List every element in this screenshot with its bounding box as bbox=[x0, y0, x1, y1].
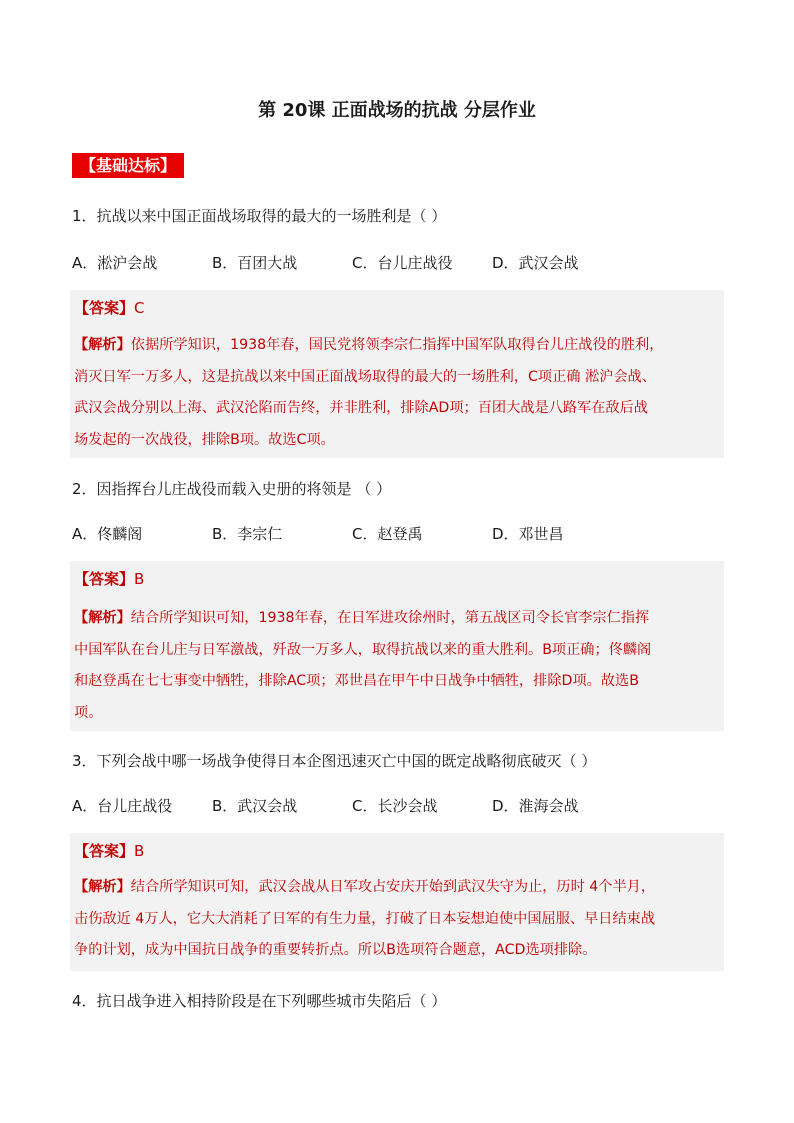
option-b: B．武汉会战 bbox=[212, 797, 298, 815]
explanation-label: 【解析】 bbox=[74, 879, 131, 895]
explanation bbox=[74, 330, 724, 456]
explanation-line: 【解析】结合所学知识可知，1938年春，在日军进攻徐州时，第五战区司令长官李宗仁指挥 bbox=[74, 610, 650, 626]
answer-line bbox=[74, 840, 144, 861]
answer-value: B bbox=[134, 842, 145, 860]
explanation-line: 项。 bbox=[74, 704, 103, 721]
section-tag: 【基础达标】 bbox=[72, 153, 184, 178]
option-a: A．佟麟阁 bbox=[72, 525, 143, 543]
option-d: D．淮海会战 bbox=[492, 797, 579, 815]
option-a: A．台儿庄战役 bbox=[72, 797, 173, 815]
option-b: B．百团大战 bbox=[212, 254, 298, 272]
question-4-stem: 4．抗日战争进入相持阶段是在下列哪些城市失陷后（ ） bbox=[72, 992, 447, 1010]
answer-label: 【答案】 bbox=[74, 299, 135, 317]
answer-label: 【答案】 bbox=[74, 570, 135, 588]
explanation-line: 场发起的一次战役，排除B项。故选C项。 bbox=[74, 431, 335, 448]
explanation-line: 争的计划，成为中国抗日战争的重要转折点。所以B选项符合题意，ACD选项排除。 bbox=[74, 942, 597, 958]
explanation-label: 【解析】 bbox=[74, 610, 131, 626]
explanation-line: 【解析】结合所学知识可知，武汉会战从日军攻占安庆开始到武汉失守为止，历时 4个半月， bbox=[74, 879, 656, 895]
answer-box-2 bbox=[70, 561, 724, 731]
answer-value: B bbox=[134, 570, 145, 588]
option-b: B．李宗仁 bbox=[212, 525, 283, 543]
question-1-options bbox=[72, 252, 579, 273]
explanation-line: 消灭日军一万多人，这是抗战以来中国正面战场取得的最大的一场胜利，C项正确 淞沪会战、 bbox=[74, 368, 656, 385]
question-3-stem: 3．下列会战中哪一场战争使得日本企图迅速灭亡中国的既定战略彻底破灭（ ） bbox=[72, 752, 597, 770]
explanation-line: 武汉会战分别以上海、武汉沦陷而告终，并非胜利，排除AD项；百团大战是八路军在敌后战 bbox=[74, 400, 648, 416]
option-d: D．邓世昌 bbox=[492, 525, 564, 543]
answer-label: 【答案】 bbox=[74, 842, 135, 860]
page-title: 第 20课 正面战场的抗战 分层作业 bbox=[258, 100, 536, 121]
option-a: A．淞沪会战 bbox=[72, 254, 158, 272]
option-c: C．台儿庄战役 bbox=[352, 254, 453, 272]
explanation bbox=[74, 603, 724, 729]
question-1-stem: 1．抗战以来中国正面战场取得的最大的一场胜利是（ ） bbox=[72, 207, 447, 225]
explanation-label: 【解析】 bbox=[74, 337, 131, 353]
question-3-options bbox=[72, 795, 579, 816]
answer-value: C bbox=[134, 299, 145, 317]
explanation bbox=[74, 872, 724, 967]
explanation-line: 和赵登禹在七七事变中牺牲，排除AC项；邓世昌在甲午中日战争中牺牲，排除D项。故选B bbox=[74, 673, 639, 689]
explanation-line: 【解析】依据所学知识，1938年春，国民党将领李宗仁指挥中国军队取得台儿庄战役的胜利， bbox=[74, 337, 664, 353]
answer-line bbox=[74, 297, 145, 318]
option-d: D．武汉会战 bbox=[492, 254, 579, 272]
answer-box-3 bbox=[70, 833, 724, 971]
answer-line bbox=[74, 568, 144, 589]
explanation-line: 中国军队在台儿庄与日军激战，歼敌一万多人，取得抗战以来的重大胜利。B项正确；佟麟阁 bbox=[74, 641, 652, 658]
answer-box-1 bbox=[70, 290, 724, 458]
question-2-options bbox=[72, 523, 564, 544]
option-c: C．长沙会战 bbox=[352, 797, 438, 815]
explanation-line: 击伤敌近 4万人，它大大消耗了日军的有生力量，打破了日本妄想迫使中国屈服、早日结束战 bbox=[74, 910, 656, 927]
option-c: C．赵登禹 bbox=[352, 525, 423, 543]
question-2-stem: 2．因指挥台儿庄战役而载入史册的将领是 （ ） bbox=[72, 480, 392, 498]
